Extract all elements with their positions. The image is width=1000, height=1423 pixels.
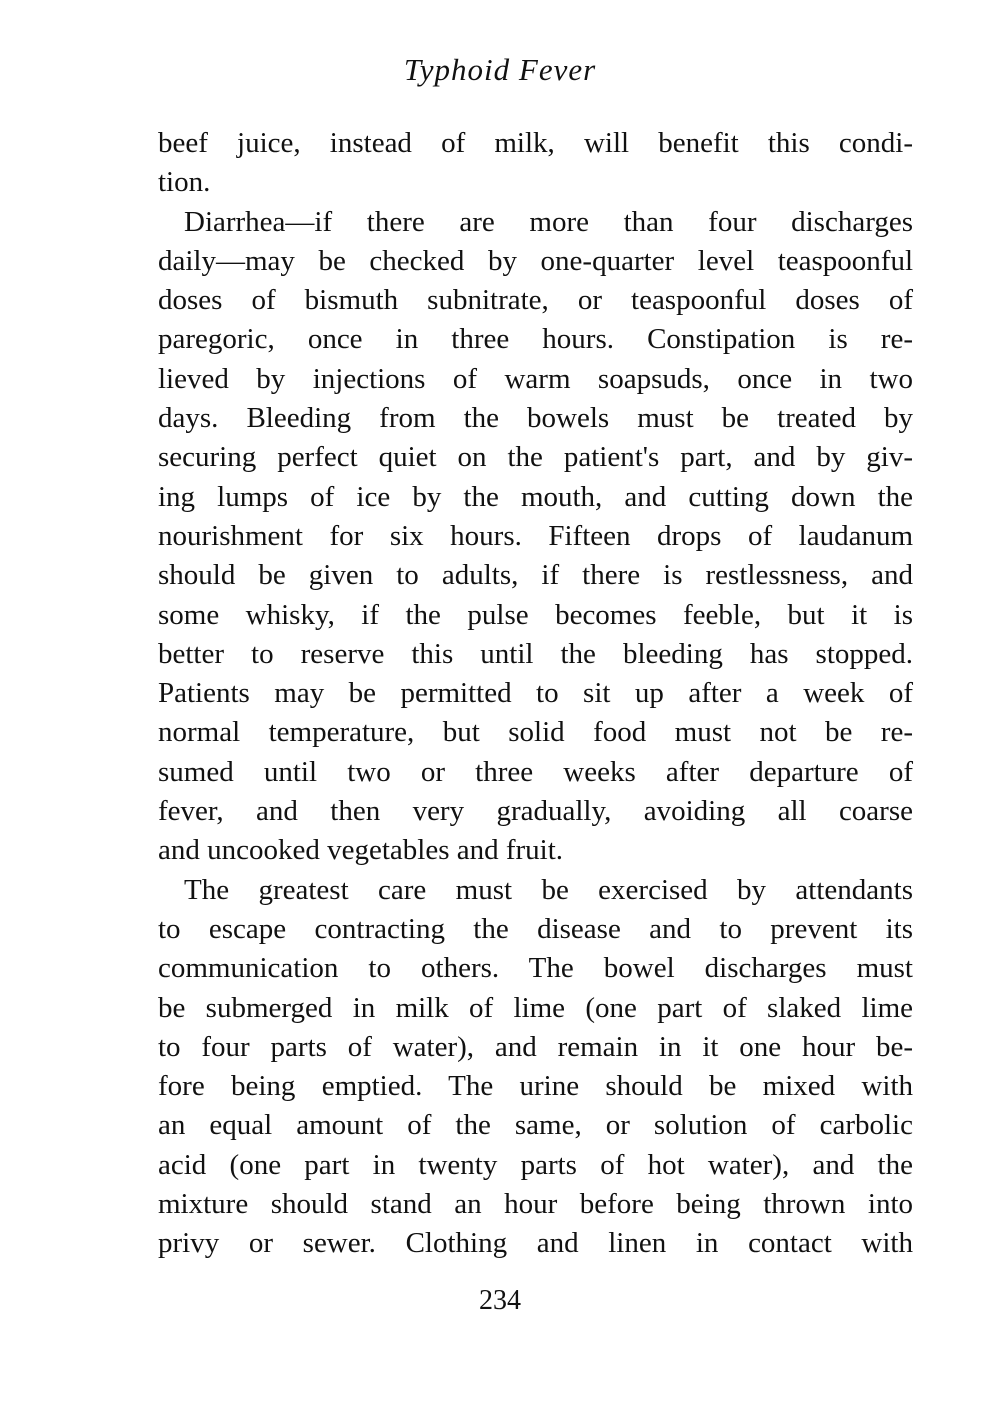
text-line: securing perfect quiet on the patient's part, and by giv-	[158, 441, 913, 474]
text-line: communication to others. The bowel discharges must	[158, 952, 913, 985]
text-line: better to reserve this until the bleeding has stopped.	[158, 637, 913, 670]
text-line: to escape contracting the disease and to prevent its	[158, 912, 913, 945]
text-line: daily—may be checked by one-quarter level teaspoonful	[158, 244, 913, 277]
text-line: be submerged in milk of lime (one part of slaked lime	[158, 991, 913, 1024]
text-line: acid (one part in twenty parts of hot water), and the	[158, 1148, 913, 1181]
text-line: Diarrhea—if there are more than four discharges	[184, 205, 913, 238]
text-line: mixture should stand an hour before being thrown into	[158, 1188, 913, 1221]
text-line: privy or sewer. Clothing and linen in contact with	[158, 1227, 913, 1260]
running-header-title: Typhoid Fever	[403, 52, 597, 87]
text-line: tion.	[158, 166, 211, 199]
text-line: The greatest care must be exercised by attendants	[184, 873, 913, 906]
text-line: days. Bleeding from the bowels must be treated by	[158, 402, 913, 435]
text-line: lieved by injections of warm soapsuds, once in two	[158, 362, 913, 395]
text-line: beef juice, instead of milk, will benefit this condi-	[158, 127, 913, 159]
text-line: paregoric, once in three hours. Constipation is re-	[158, 323, 913, 356]
text-line: Patients may be permitted to sit up after a week of	[158, 677, 913, 710]
text-line: some whisky, if the pulse becomes feeble, but it is	[158, 598, 913, 631]
text-line: doses of bismuth subnitrate, or teaspoonful doses of	[158, 284, 913, 317]
text-line: to four parts of water), and remain in it one hour be-	[158, 1030, 913, 1063]
text-line: normal temperature, but solid food must not be re-	[158, 716, 913, 749]
text-line: ing lumps of ice by the mouth, and cutting down the	[158, 480, 913, 513]
text-line: fever, and then very gradually, avoiding all coarse	[158, 795, 913, 828]
text-line: nourishment for six hours. Fifteen drops of laudanum	[158, 519, 913, 552]
text-line: fore being emptied. The urine should be mixed with	[158, 1070, 913, 1103]
text-line: an equal amount of the same, or solution of carbolic	[158, 1109, 913, 1142]
page-body-text	[158, 124, 913, 1264]
page-number: 234	[479, 1285, 521, 1316]
text-line: and uncooked vegetables and fruit.	[158, 834, 564, 867]
text-line: should be given to adults, if there is restlessness, and	[158, 559, 913, 592]
text-line: sumed until two or three weeks after departure of	[158, 755, 913, 788]
